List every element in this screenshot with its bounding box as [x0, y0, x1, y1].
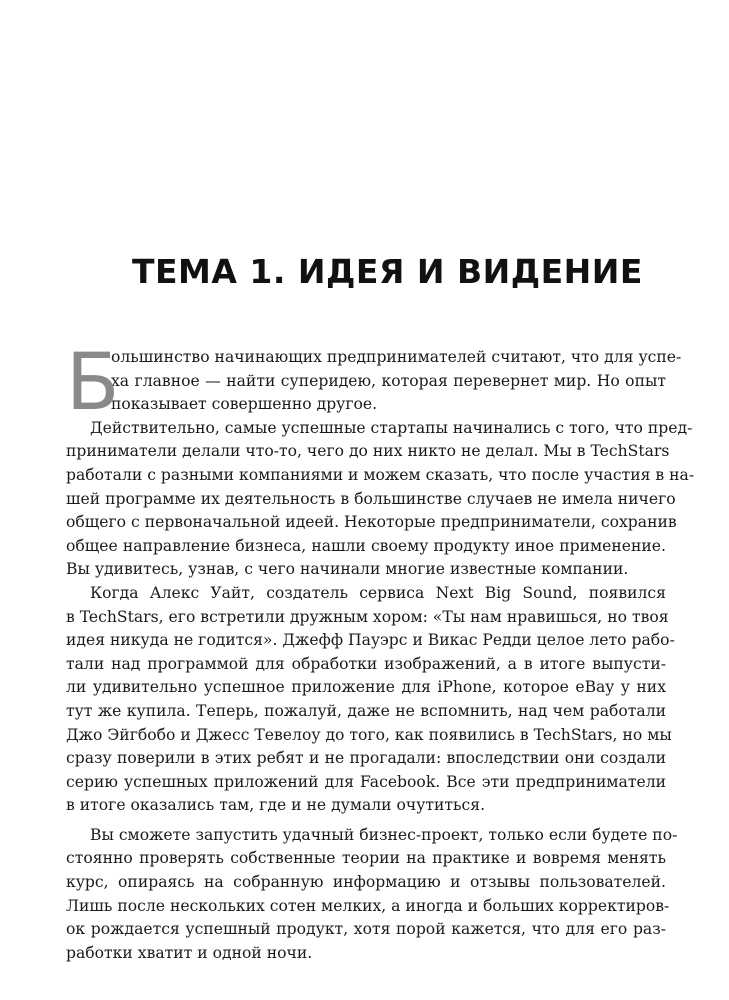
text-line: Вы сможете запустить удачный бизнес-проект, только если будете по-: [90, 825, 678, 844]
text-line: работки хватит и одной ночи.: [66, 943, 313, 962]
text-line: ольшинство начинающих предпринимателей считают, что для успе-: [111, 348, 682, 366]
chapter-body: [66, 338, 695, 965]
paragraph: [66, 824, 678, 966]
text-line: ок рождается успешный продукт, хотя порой кажется, что для его раз-: [66, 920, 666, 939]
paragraph: [66, 582, 675, 818]
text-line: стоянно проверять собственные теории на практике и вовремя менять: [66, 849, 666, 868]
text-line: в итоге оказались там, где и не думали очутиться.: [66, 796, 486, 815]
text-line: тали над программой для обработки изображений, а в итоге выпусти-: [66, 654, 666, 673]
text-line: работали с разными компаниями и можем сказать, что после участия в на-: [66, 465, 695, 484]
text-line: показывает совершенно другое.: [111, 395, 378, 414]
text-line: тут же купила. Теперь, пожалуй, даже не вспомнить, над чем работали: [66, 701, 666, 720]
paragraph: [66, 417, 695, 582]
text-line: шей программе их деятельность в большинстве случаев не имела ничего: [66, 489, 676, 508]
text-line: приниматели делали что-то, чего до них никто не делал. Мы в TechStars: [66, 442, 670, 461]
text-line: идея никуда не годится». Джефф Пауэрс и Викас Редди целое лето рабо-: [66, 631, 675, 650]
text-line: Вы удивитесь, узнав, с чего начинали многие известные компании.: [66, 560, 629, 579]
text-line: общего с первоначальной идеей. Некоторые предприниматели, сохранив: [66, 513, 677, 532]
text-line: сразу поверили в этих ребят и не прогадали: впоследствии они создали: [66, 749, 666, 768]
drop-cap: Б: [66, 338, 120, 428]
text-line: ли удивительно успешное приложение для iPhone, которое eBay у них: [66, 678, 666, 697]
text-line: в TechStars, его встретили дружным хором: «Ты нам нравишься, но твоя: [66, 607, 669, 626]
text-line: ха главное — найти суперидею, которая перевернет мир. Но опыт: [111, 371, 666, 390]
text-line: общее направление бизнеса, нашли своему продукту иное применение.: [66, 536, 666, 555]
text-line: Действительно, самые успешные стартапы начинались с того, что пред-: [90, 418, 693, 437]
chapter-title: ТЕМА 1. ИДЕЯ И ВИДЕНИЕ: [132, 252, 643, 291]
text-line: серию успешных приложений для Facebook. Все эти предприниматели: [66, 772, 666, 791]
text-line: курс, опираясь на собранную информацию и отзывы пользователей.: [66, 873, 666, 892]
text-line: Лишь после нескольких сотен мелких, а иногда и больших корректиров-: [66, 896, 670, 915]
text-line: Когда Алекс Уайт, создатель сервиса Next Big Sound, появился: [90, 583, 666, 602]
text-line: Джо Эйгбобо и Джесс Тевелоу до того, как появились в TechStars, но мы: [66, 725, 672, 744]
